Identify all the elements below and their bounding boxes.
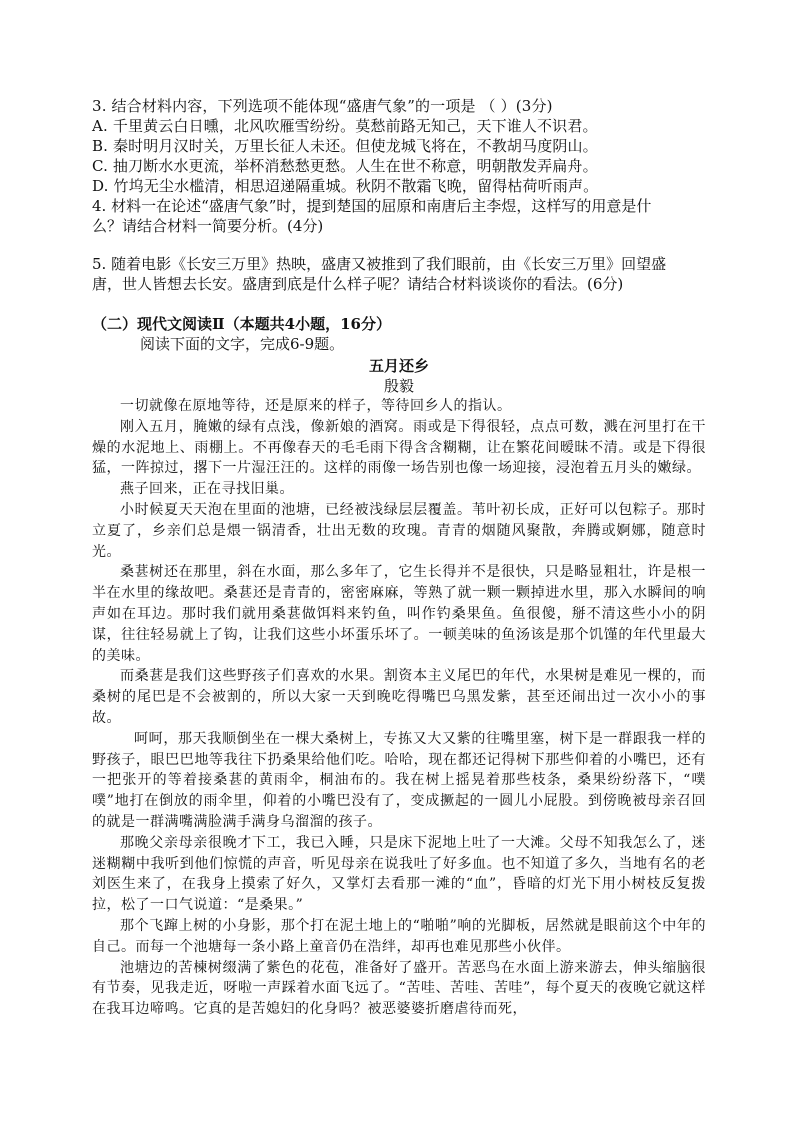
question-5: [92, 254, 706, 294]
question-4-line-1: 4. 材料一在论述“盛唐气象”时，提到楚国的屈原和南唐后主李煜，这样写的用意是什: [92, 197, 652, 215]
question-4: [92, 196, 706, 236]
essay-paragraph: 刚入五月，腌嫩的绿有点浅，像新娘的酒窝。雨或是下得很轻，点点可数，溅在河里打在干燥的水泥地上、雨棚上。不再像春天的毛毛雨下得含含糊糊，让在繁花间暧昧不清。或是下得很猛，一阵掠过，撂下一片湿汪汪的。这样的雨像一场告别也像一场迎接，浸泡着五月头的嫩绿。: [92, 418, 706, 477]
question-4-line-2: 么？请结合材料一简要分析。(4分): [92, 217, 324, 235]
essay-paragraph: 池塘边的苦楝树缀满了紫色的花苞，准备好了盛开。苦恶鸟在水面上游来游去，伸头缩脑很有节奏，见我走近，呀啦一声踩着水面飞远了。“苦哇、苦哇、苦哇”，每个夏天的夜晚它就这样在我耳边啼鸣。它真的是苦媳妇的化身吗？被恶婆婆折磨虐待而死，: [92, 959, 706, 1018]
exam-page: [92, 96, 706, 1020]
section-heading: （二）现代文阅读Ⅱ（本题共4小题，16分）: [92, 315, 391, 333]
option-d: D. 竹坞无尘水槛清，相思迢递隔重城。秋阴不散霜飞晚，留得枯荷听雨声。: [92, 177, 599, 195]
question-3: [92, 96, 706, 196]
question-5-line-2: 唐，世人皆想去长安。盛唐到底是什么样子呢？请结合材料谈谈你的看法。(6分): [92, 275, 624, 293]
option-a: A. 千里黄云白日曛，北风吹雁雪纷纷。莫愁前路无知己，天下谁人不识君。: [92, 117, 598, 135]
essay-paragraph: 而桑葚是我们这些野孩子们喜欢的水果。割资本主义尾巴的年代，水果树是难见一棵的，而桑树的尾巴是不会被割的，所以大家一天到晚吃得嘴巴乌黑发紫，甚至还闹出过一次小小的事故。: [92, 668, 706, 726]
essay-author: 殷毅: [383, 377, 414, 395]
essay-paragraph: 那晚父亲母亲很晚才下工，我已入睡，只是床下泥地上吐了一大滩。父母不知我怎么了，迷迷糊糊中我听到他们惊慌的声音，听见母亲在说我吐了好多血。也不知道了多久，当地有名的老刘医生来了，在我身上摸索了好久，又掌灯去看那一滩的“血”，昏暗的灯光下用小树枝反复拨拉，松了一口气说道：“是桑果。”: [92, 834, 706, 914]
essay-paragraph: 小时候夏天天泡在里面的池塘，已经被浅绿层层覆盖。苇叶初长成，正好可以包粽子。那时立夏了，乡亲们总是煨一锅清香，壮出无数的玫瑰。青青的烟随风聚散，奔腾或婀娜，随意时光。: [92, 501, 706, 560]
spacer: [92, 236, 706, 254]
question-3-stem: 3. 结合材料内容，下列选项不能体现“盛唐气象”的一项是 （ ）(3分): [92, 97, 553, 115]
option-c: C. 抽刀断水水更流，举杯消愁愁更愁。人生在世不称意，明朝散发弄扁舟。: [92, 157, 598, 175]
essay-paragraph: 一切就像在原地等待，还是原来的样子，等待回乡人的指认。: [120, 398, 512, 414]
essay-paragraph: 那个飞蹿上树的小身影，那个打在泥土地上的“啪啪”响的光脚板，居然就是眼前这个中年的自己。而每一个池塘每一条小路上童音仍在浩绊，却再也难见那些小伙伴。: [92, 917, 706, 955]
option-b: B. 秦时明月汉时关，万里长征人未还。但使龙城飞将在，不教胡马度阴山。: [92, 137, 598, 155]
essay-title: 五月还乡: [368, 357, 429, 375]
section-instruction: 阅读下面的文字，完成6-9题。: [140, 335, 345, 353]
essay-paragraph: 桑葚树还在那里，斜在水面，那么多年了，它生长得并不是很快，只是略显粗壮，许是根一半在水里的缘故吧。桑葚还是青青的，密密麻麻，等熟了就一颗一颗掉进水里，那入水瞬间的响声如在耳边。那时我们就用桑葚做饵料来钓鱼，叫作钓桑果鱼。鱼很傻，掰不清这些小小的阴谋，往往轻易就上了钩，让我们这些小坏蛋乐坏了。一顿美味的鱼汤该是那个饥馑的年代里最大的美味。: [92, 564, 706, 664]
question-5-line-1: 5. 随着电影《长安三万里》热映，盛唐又被推到了我们眼前，由《长安三万里》回望盛: [92, 255, 667, 273]
essay-paragraph: 燕子回来，正在寻找旧巢。: [120, 481, 294, 498]
essay-body: [92, 396, 706, 1020]
essay-paragraph: 呵呵，那天我顺倒坐在一棵大桑树上，专拣又大又紫的往嘴里塞，树下是一群跟我一样的野孩子，眼巴巴地等我往下扔桑果给他们吃。哈哈，现在都还记得树下那些仰着的小嘴巴，还有一把张开的等着接桑葚的黄雨伞，桐油布的。我在树上摇晃着那些枝条，桑果纷纷落下，“噗噗”地打在倒放的雨伞里，仰着的小嘴巴没有了，变成撅起的一圆儿小屁股。到傍晚被母亲召回的就是一群满嘴满脸满手满身乌溜溜的孩子。: [92, 730, 706, 830]
